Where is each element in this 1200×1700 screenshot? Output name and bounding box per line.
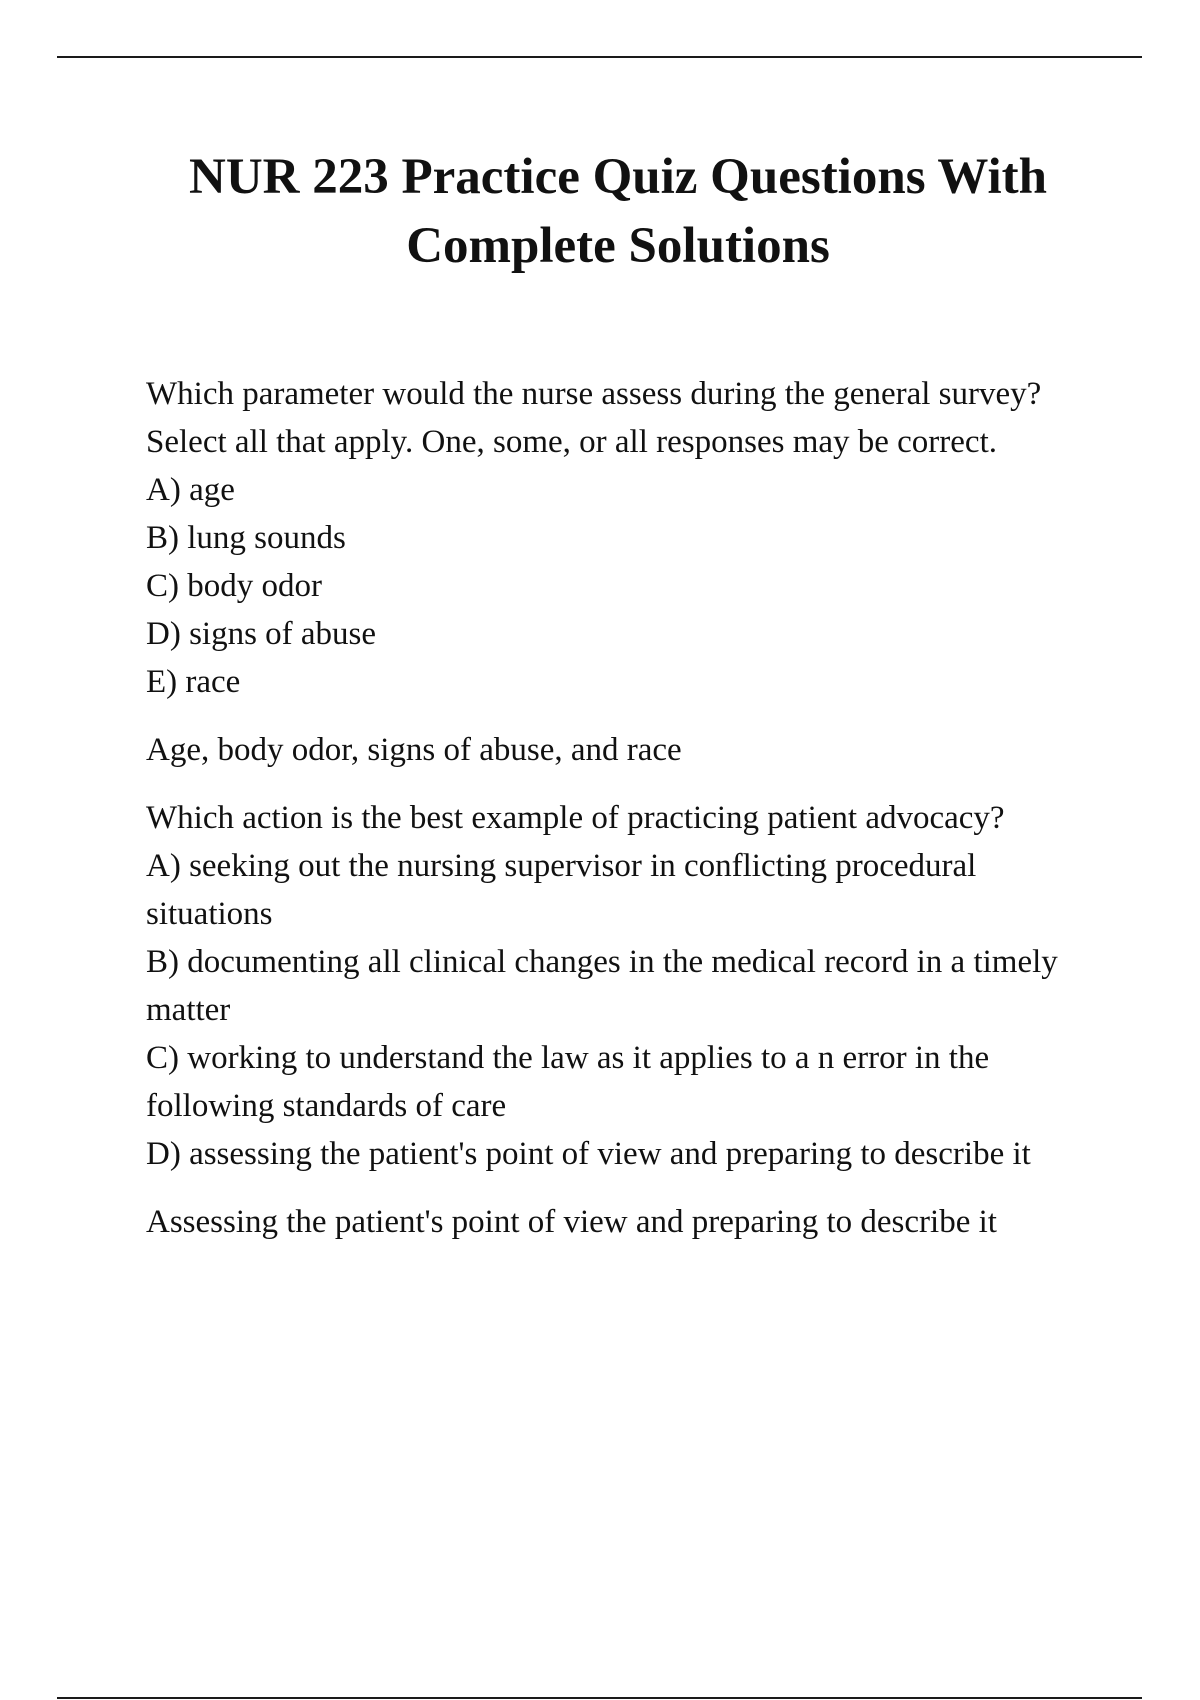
answer-text: Age, body odor, signs of abuse, and race: [146, 732, 682, 768]
option-item: D) assessing the patient's point of view and preparing to describe it: [146, 1136, 1031, 1172]
option-list: [146, 466, 1106, 706]
option-item: E) race: [146, 664, 241, 700]
option-item: A) age: [146, 472, 235, 508]
question-text: Which parameter would the nurse assess during the general survey? Select all that apply. One, some, or all responses may be correct.: [146, 376, 1042, 460]
document-body: [146, 370, 1106, 1266]
option-item: B) documenting all clinical changes in the medical record in a timely matter: [146, 944, 1058, 1028]
option-item: C) working to understand the law as it applies to a n error in the following standards of care: [146, 1040, 990, 1124]
question-text: Which action is the best example of practicing patient advocacy?: [146, 800, 1005, 836]
option-item: D) signs of abuse: [146, 616, 377, 652]
top-rule: [57, 56, 1142, 58]
question-block-1: [146, 370, 1106, 774]
question-block-2: [146, 794, 1106, 1246]
document-title: NUR 223 Practice Quiz Questions With Complete Solutions: [189, 149, 1047, 274]
option-item: B) lung sounds: [146, 520, 346, 556]
answer-text: Assessing the patient's point of view and preparing to describe it: [146, 1204, 997, 1240]
option-item: C) body odor: [146, 568, 322, 604]
option-list: [146, 842, 1106, 1178]
option-item: A) seeking out the nursing supervisor in conflicting procedural situations: [146, 848, 977, 932]
bottom-rule: [57, 1697, 1142, 1699]
